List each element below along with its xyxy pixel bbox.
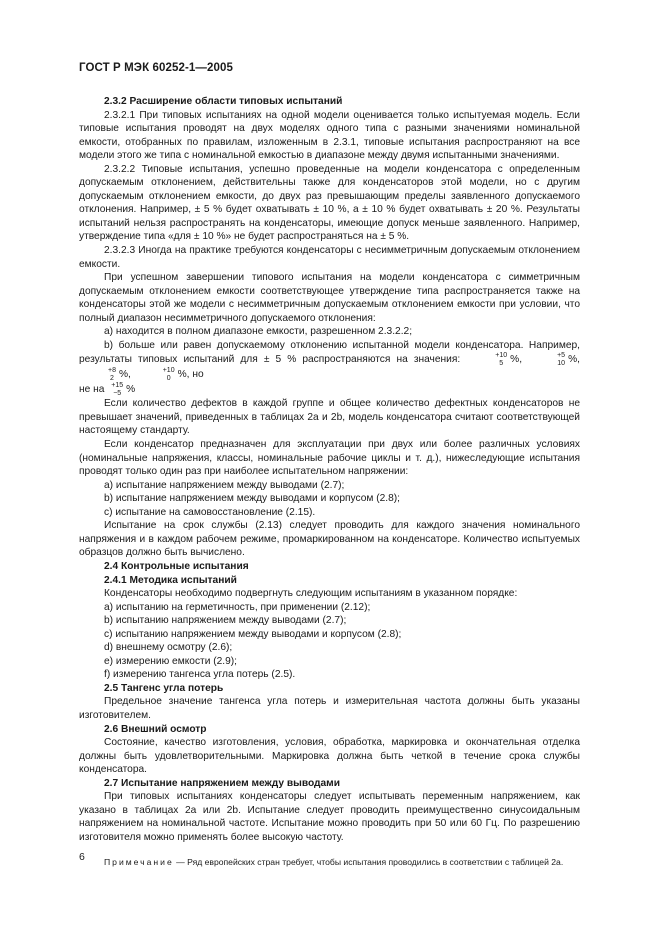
paragraph-2-7: При типовых испытаниях конденсаторы следует испытывать переменным напряжением, как указано в таблицах 2a или 2b. Испытание следует проводить преимущественно синусоидальным напряжением на номинальной частоте. Испытание можно проводить при 50 или 60 Гц. По разрешению изготовителя можно применять более высокую частоту.	[79, 791, 580, 843]
list-item-a: a) испытанию на герметичность, при применении (2.12);	[104, 601, 371, 613]
percent-sign: %	[118, 369, 129, 381]
list-item-d: d) внешнему осмотру (2.6);	[104, 642, 233, 654]
note	[79, 856, 580, 869]
paragraph-2-3-2-3: 2.3.2.3 Иногда на практике требуются конденсаторы с несимметричным допускаемым отклонением емкости.	[79, 245, 580, 270]
section-2-7-heading: 2.7 Испытание напряжением между выводами	[104, 777, 340, 789]
tolerance-upper: +10	[495, 352, 508, 360]
section-2-4-1-heading: 2.4.1 Методика испытаний	[104, 574, 237, 586]
section-2-4-heading: 2.4 Контрольные испытания	[104, 560, 249, 572]
tolerance-fraction	[470, 352, 507, 367]
section-2-5-heading: 2.5 Тангенс угла потерь	[104, 682, 224, 694]
list-item-b: b) испытание напряжением между выводами и корпусом (2.8);	[104, 493, 400, 505]
tolerance-fraction	[111, 382, 123, 397]
paragraph-defects: Если количество дефектов в каждой группе и общее количество дефектных конденсаторов не превышает значений, приведенных в таблицах 2a и 2b, модель конденсатора считают соответствующей настоящему стандарту.	[79, 398, 580, 437]
percent-sign: %	[568, 354, 578, 366]
section-2-3-2-heading: 2.3.2 Расширение области типовых испытаний	[104, 96, 343, 107]
tolerance-lower: −5	[113, 389, 122, 397]
list-item-b: b) больше или равен допускаемому отклонению испытанной модели конденсатора. Например, результаты типовых испытаний для ± 5 % распространяются на значения: +10 5 %, +5 10 %, +8 2 %, +10 0 %, но	[79, 339, 580, 382]
list-item-b-text: b) больше или равен допускаемому отклонению испытанной модели конденсатора. Например, результаты типовых испытаний для ± 5 % распространяются на значения:	[79, 339, 580, 366]
not-applicable-line	[79, 382, 580, 397]
list-item-b-tail: , но	[186, 369, 204, 381]
note-label: Примечание	[104, 857, 174, 868]
list-item-e: e) измерению емкости (2.9);	[104, 655, 238, 667]
note-text: — Ряд европейских стран требует, чтобы испытания проводились в соответствии с таблицей 2a.	[173, 857, 564, 868]
tolerance-upper: +5	[557, 352, 566, 360]
tolerance-lower: 0	[166, 374, 171, 382]
list-item-a: a) находится в полном диапазоне емкости, разрешенном 2.3.2.2;	[104, 326, 413, 338]
list-item-c: c) испытание на самовосстановление (2.15).	[104, 506, 316, 518]
tolerance-fraction	[532, 352, 565, 367]
tolerance-lower: 10	[557, 359, 565, 367]
list-item-c: c) испытанию напряжением между выводами и корпусом (2.8);	[104, 628, 402, 640]
tolerance-fraction	[138, 367, 175, 382]
tolerance-lower: 5	[499, 359, 504, 367]
paragraph-successful-test: При успешном завершении типового испытания на модели конденсатора с симметричным допускаемым отклонением емкости соответствующее утверждение типа распространяется также на конденсаторы этой же модели с несимметричным допускаемым отклонением емкости при условии, что полный диапазон несимметричного допускаемого отклонения:	[79, 272, 580, 324]
not-applicable-text: не на	[79, 384, 105, 396]
paragraph-2-4-1: Конденсаторы необходимо подвергнуть следующим испытаниям в указанном порядке:	[104, 588, 518, 600]
percent-sign: %	[510, 354, 520, 366]
paragraph-2-3-2-2: 2.3.2.2 Типовые испытания, успешно проведенные на модели конденсатора с определенным допускаемым отклонением, действительны также для конденсаторов этой модели, но с другим допускаемым отклонением емкости, до двух раз превышающим пределы заявленного допускаемого отклонения. Например, ± 5 % будет охватывать ± 10 %, а ± 10 % будет охватывать ± 20 %. Результаты испытаний нельзя распространять на конденсаторы, имеющие допуск меньше заявленного. Например, утверждение типа «для ± 10 %» не будет распространяться на ± 5 %.	[79, 163, 580, 243]
percent-sign: %	[126, 384, 136, 396]
paragraph-2-6: Состояние, качество изготовления, условия, обработка, маркировка и окончательная отделка должны быть удовлетворительными. Маркировка должна быть четкой в течение срока службы конденсатора.	[79, 737, 580, 776]
percent-sign: %	[177, 369, 187, 381]
list-item-f: f) измерению тангенса угла потерь (2.5).	[104, 669, 296, 681]
document-body	[79, 93, 580, 869]
paragraph-life-test: Испытание на срок службы (2.13) следует проводить для каждого значения номинального напряжения и в каждом рабочем режиме, промаркированном на конденсаторе. Количество испытуемых образцов должно быть вычислено.	[79, 520, 580, 559]
section-2-6-heading: 2.6 Внешний осмотр	[104, 723, 207, 735]
tolerance-upper: +15	[111, 382, 124, 390]
page-header: ГОСТ Р МЭК 60252-1—2005	[79, 62, 233, 74]
tolerance-upper: +10	[162, 367, 175, 375]
tolerance-lower: 2	[110, 374, 114, 382]
tolerance-upper: +8	[108, 367, 116, 375]
tolerance-fraction	[83, 367, 116, 382]
paragraph-2-5: Предельное значение тангенса угла потерь и измерительная частота должны быть указаны изготовителем.	[79, 696, 580, 721]
page-number: 6	[79, 851, 85, 863]
list-item-b: b) испытанию напряжением между выводами (2.7);	[104, 615, 347, 627]
paragraph-multiple-conditions: Если конденсатор предназначен для эксплуатации при двух или более различных условиях (номинальные напряжения, классы, номинальные рабочие циклы и т. д.), нижеследующие испытания проводят только один раз при наиболее испытательном напряжении:	[79, 439, 580, 478]
list-item-a: a) испытание напряжением между выводами (2.7);	[104, 479, 345, 491]
paragraph-2-3-2-1: 2.3.2.1 При типовых испытаниях на одной модели оценивается только испытуемая модель. Если типовые испытания проводят на двух моделях одного типа с разными значениями номинальной емкости, отобранных по правилам, изложенным в 2.3.1, типовые испытания распространяют на все модели этого же типа с номинальной емкостью в диапазоне между двумя испытанными значениями.	[79, 109, 580, 162]
